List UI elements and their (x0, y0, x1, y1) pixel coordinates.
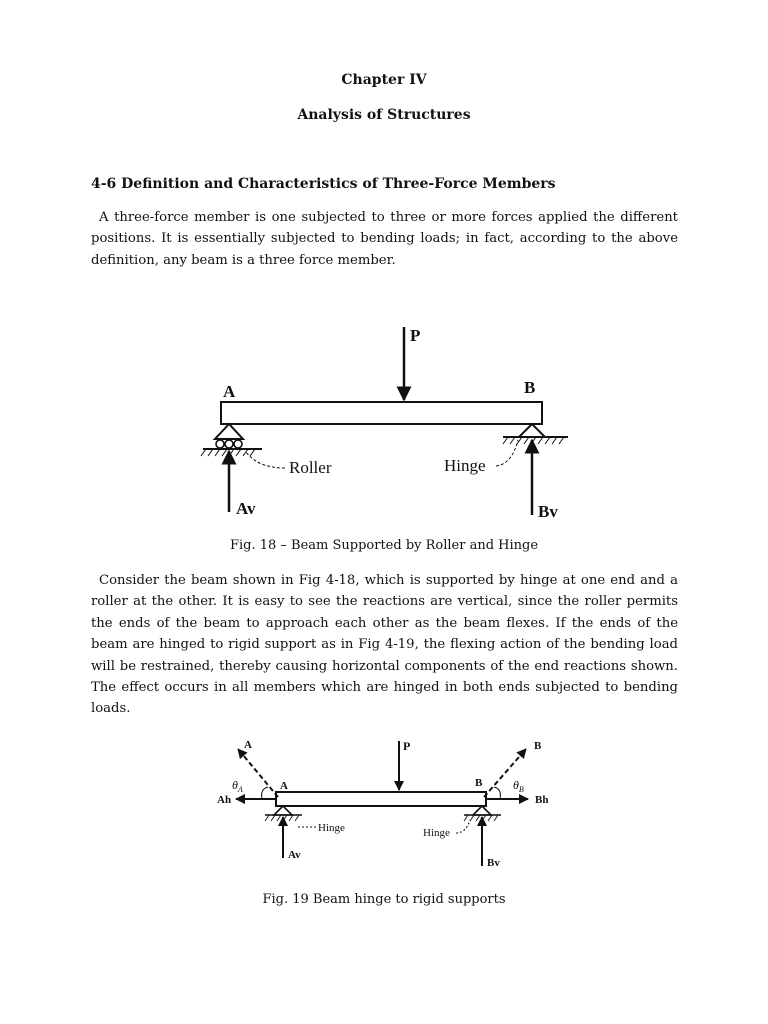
label-B-force: B (534, 740, 542, 752)
label-Bv: Bv (487, 857, 500, 869)
label-Ah: Ah (217, 794, 232, 806)
label-Av: Av (288, 849, 301, 861)
angle-arc-A (262, 787, 268, 799)
hinge-leader (496, 440, 518, 466)
label-A: A (223, 382, 236, 401)
label-hinge: Hinge (444, 456, 486, 475)
paragraph-discussion: Consider the beam shown in Fig 4-18, which is supported by hinge at one end and a roller at the other. It is easy to see the reactions are vertical, since the roller permits the ends of the beam to approach each other as the beam flexes. If the ends of the beam are hinged to rigid support as in Fig 4-19, the flexing action of the bending load will be restrained, thereby causing horizontal components of the end reactions shown. The effect occurs in all members which are hinged in both ends subjected to bending loads. (91, 573, 678, 717)
roller-support (201, 424, 262, 456)
roller-leader (246, 452, 285, 468)
reaction-arrow-A-inclined (238, 749, 278, 797)
hinge-support (503, 424, 568, 444)
figure-18-beam-roller-hinge (0, 318, 768, 528)
label-P: P (410, 326, 421, 345)
angle-arc-B (494, 787, 500, 799)
figure-18-caption: Fig. 18 – Beam Supported by Roller and Hinge (229, 538, 539, 553)
chapter-subtitle: Analysis of Structures (297, 107, 471, 123)
label-A-force: A (244, 739, 252, 751)
hinge-leader-right (456, 820, 470, 833)
label-B: B (475, 777, 483, 789)
label-thetaB: $\theta_B$ (513, 778, 524, 794)
label-hinge-right: Hinge (423, 827, 450, 839)
label-thetaA: $\theta_A$ (232, 778, 243, 794)
label-Av: Av (236, 499, 256, 518)
label-Bh: Bh (535, 794, 549, 806)
beam (276, 792, 486, 806)
label-B: B (524, 378, 536, 397)
section-heading: 4-6 Definition and Characteristics of Three-Force Members (91, 176, 556, 192)
label-hinge-left: Hinge (318, 822, 345, 834)
label-A: A (280, 780, 288, 792)
chapter-title: Chapter IV (341, 72, 427, 88)
label-P: P (403, 739, 411, 753)
label-Bv: Bv (538, 502, 558, 521)
figure-19-caption: Fig. 19 Beam hinge to rigid supports (262, 892, 506, 907)
paragraph-intro: A three-force member is one subjected to three or more forces applied the different positions. It is essentially subjected to bending loads; in fact, according to the above definition, any beam is a three force member. (91, 210, 678, 268)
beam (221, 402, 542, 424)
label-roller: Roller (289, 458, 332, 477)
figure-19-beam-hinged-both-ends (0, 734, 768, 874)
